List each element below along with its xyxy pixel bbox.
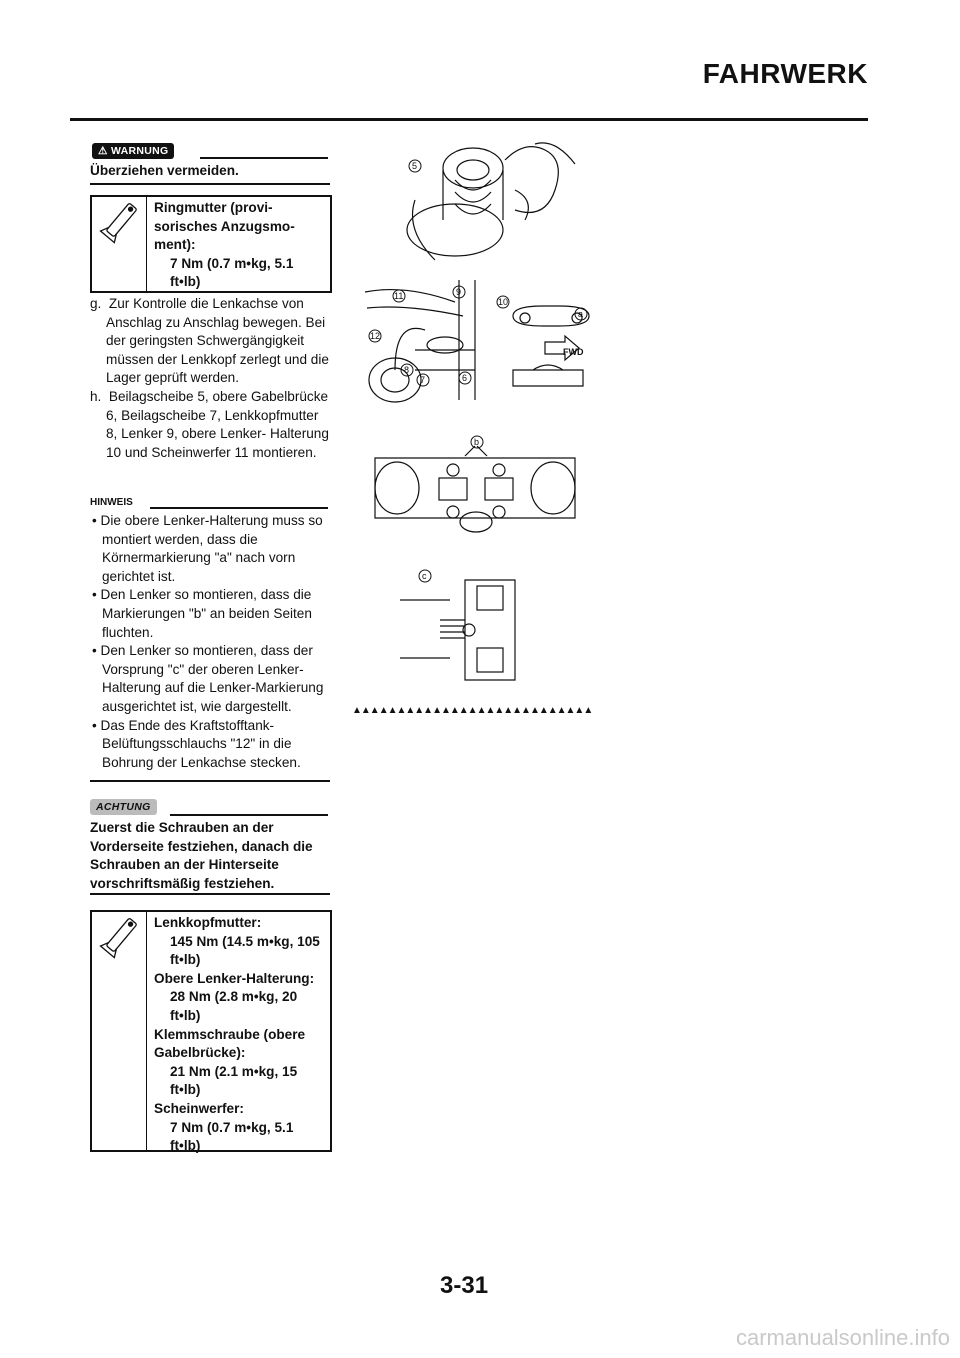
hinweis-end-rule [90,780,330,782]
label-c: c [422,571,427,581]
torque-1-name: Ringmutter (provi-sorisches Anzugsmo-ment): [154,200,295,253]
torque-1-value: 7 Nm (0.7 m•kg, 5.1 ft•lb) [170,255,294,290]
warning-badge [92,141,174,159]
hinweis-item: • Die obere Lenker-Halterung muss so montiert werden, dass die Körnermarkierung "a" nach vorn gerichtet ist. [92,513,323,584]
warning-badge-label: WARNUNG [110,145,169,157]
fwd-label: FWD [563,347,584,357]
label-11: 11 [394,291,404,301]
torque-2-value: 145 Nm (14.5 m•kg, 105 ft•lb) [170,933,320,968]
torque-2-name: Lenkkopfmutter: [154,915,262,930]
label-10: 10 [498,297,509,307]
achtung-text: Zuerst die Schrauben an der Vorderseite festziehen, danach die Schrauben an der Hinterseite vorschriftsmäßig festziehen. [90,820,313,891]
warning-icon: ⚠ [98,145,108,157]
achtung-badge-label: ACHTUNG [90,799,157,815]
label-b: b [474,437,480,447]
warning-end-rule [90,183,330,185]
torque-wrench-icon [92,912,147,1150]
hinweis-item: • Den Lenker so montieren, dass der Vorsprung "c" der oberen Lenker-Halterung auf die Lenker-Markierung ausgerichtet ist, wie dargestellt. [92,643,324,714]
watermark: carmanualsonline.info [735,1325,950,1350]
achtung-rule [170,814,328,816]
torque-box-1 [90,195,332,293]
hinweis-item: • Das Ende des Kraftstofftank-Belüftungsschlauchs "12" in die Bohrung der Lenkachse stecken. [92,717,301,770]
end-marker: ▲▲▲▲▲▲▲▲▲▲▲▲▲▲▲▲▲▲▲▲▲▲▲▲▲▲▲ [352,705,593,716]
hinweis-label: HINWEIS [90,497,133,508]
header-rule [70,118,868,121]
label-5: 5 [412,161,418,171]
steps-list [90,295,330,462]
torque-box-2 [90,910,332,1152]
warning-text: Überziehen vermeiden. [90,163,239,178]
label-6: 6 [462,373,468,383]
step-h: h. Beilagscheibe 5, obere Gabelbrücke 6, Beilagscheibe 7, Lenkkopfmutter 8, Lenker 9, obere Lenker- Halterung 10 und Scheinwerfer 11 montieren. [90,388,329,460]
label-a: a [578,309,584,319]
label-8: 8 [404,365,410,375]
hinweis-item: • Den Lenker so montieren, dass die Markierungen "b" an beiden Seiten fluchten. [92,587,312,640]
torque-2-name: Scheinwerfer: [154,1100,244,1116]
assembly-illustration [355,130,625,700]
label-9: 9 [456,287,462,297]
hinweis-list [90,512,330,772]
achtung-end-rule [90,893,330,895]
hinweis-rule [150,507,328,509]
page-number: 3-31 [440,1272,489,1299]
label-12: 12 [370,331,381,341]
torque-2-name: Klemmschraube (obere Gabelbrücke): [154,1026,306,1061]
torque-2-name: Obere Lenker-Halterung: [154,970,315,986]
torque-2-value: 21 Nm (2.1 m•kg, 15 ft•lb) [170,1063,298,1098]
torque-wrench-icon [92,197,147,291]
achtung-badge [90,797,157,815]
step-g: g. Zur Kontrolle die Lenkachse von Anschlag zu Anschlag bewegen. Bei der geringsten Schwergängigkeit müssen der Lenkkopf zerlegt und die Lager geprüft werden. [90,296,329,386]
warning-rule [200,157,328,159]
label-7: 7 [420,375,426,385]
torque-2-value: 7 Nm (0.7 m•kg, 5.1 ft•lb) [170,1119,294,1154]
page-title: FAHRWERK [702,58,868,89]
torque-2-value: 28 Nm (2.8 m•kg, 20 ft•lb) [170,989,298,1023]
